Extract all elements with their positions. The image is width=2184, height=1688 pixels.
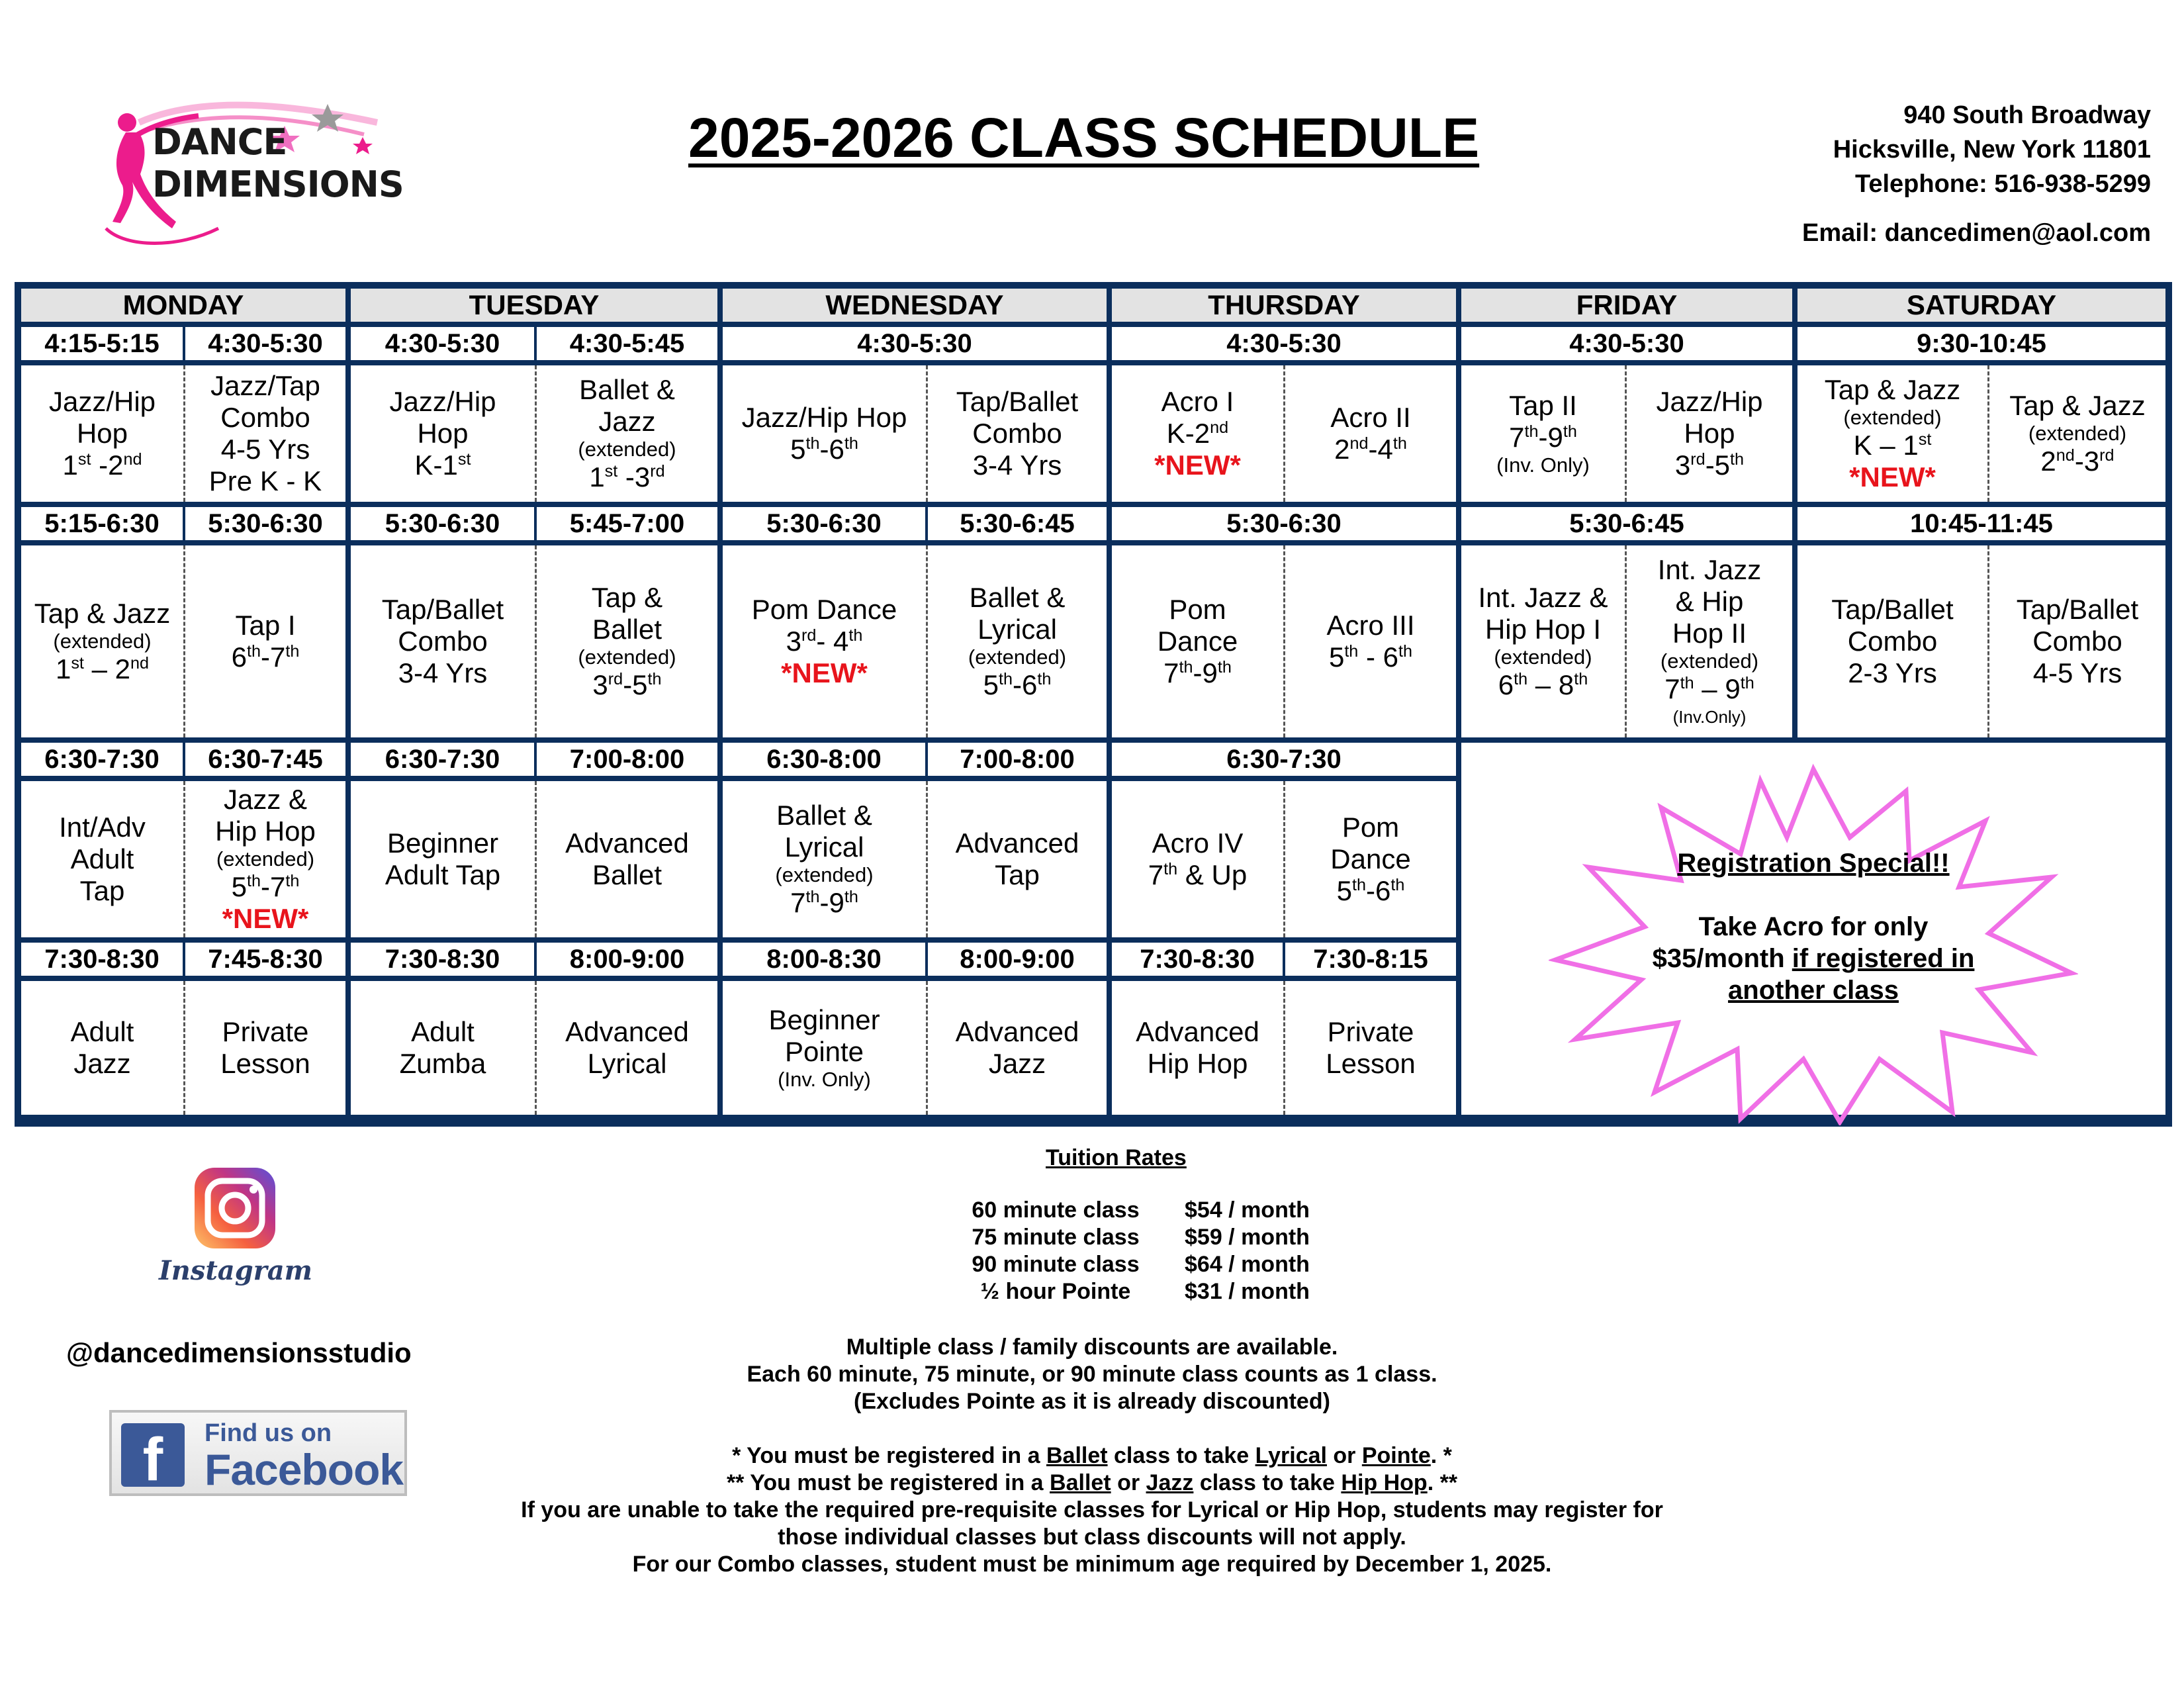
class-cell: Int/Adv Adult Tap bbox=[21, 781, 185, 937]
time-slot: 7:00-8:00 bbox=[537, 743, 717, 776]
class-cell: Advanced Hip Hop bbox=[1112, 981, 1285, 1115]
class-cell: Int. Jazz & Hip Hop II (extended) 7th – 9th (Inv.Only) bbox=[1627, 545, 1792, 737]
prereq-note: ** You must be registered in a Ballet or Jazz class to take Hip Hop. ** bbox=[726, 1470, 1458, 1495]
class-cell: Acro II 2nd-4th bbox=[1285, 365, 1456, 502]
class-cell: Ballet & Lyrical (extended) 7th-9th bbox=[723, 781, 928, 937]
time-slot: 5:15-6:30 bbox=[21, 507, 183, 540]
class-cell: Jazz/Hip Hop 3rd-5th bbox=[1627, 365, 1792, 502]
rate-row: 75 minute class $59 / month bbox=[972, 1225, 1310, 1250]
time-slot: 7:45-8:30 bbox=[185, 943, 345, 976]
tuition-title: Tuition Rates bbox=[1046, 1145, 1187, 1170]
class-cell: Tap/Ballet Combo 4-5 Yrs bbox=[1989, 545, 2165, 737]
time-slot: 5:30-6:45 bbox=[1461, 507, 1792, 540]
special-line1: Take Acro for only bbox=[1698, 912, 1929, 941]
tuition-rates bbox=[927, 1197, 1337, 1305]
new-badge: *NEW* bbox=[781, 657, 868, 688]
time-slot: 7:30-8:15 bbox=[1285, 943, 1456, 976]
class-cell: Private Lesson bbox=[185, 981, 345, 1115]
time-slot: 5:30-6:30 bbox=[351, 507, 534, 540]
time-slot: 5:30-6:45 bbox=[928, 507, 1107, 540]
day-header-monday: MONDAY bbox=[21, 289, 345, 322]
day-header-tuesday: TUESDAY bbox=[351, 289, 717, 322]
time-slot: 8:00-8:30 bbox=[723, 943, 925, 976]
class-cell: Int. Jazz & Hip Hop I (extended) 6th – 8th bbox=[1461, 545, 1627, 737]
class-cell: Jazz & Hip Hop (extended) 5th-7th *NEW* bbox=[185, 781, 345, 937]
time-slot: 4:15-5:15 bbox=[21, 327, 183, 360]
time-slot: 6:30-7:30 bbox=[21, 743, 183, 776]
class-cell: Advanced Jazz bbox=[928, 981, 1107, 1115]
contact-street: 940 South Broadway bbox=[1903, 101, 2151, 129]
registration-special bbox=[1549, 761, 2078, 1125]
class-cell: Tap & Ballet (extended) 3rd-5th bbox=[537, 545, 717, 737]
class-cell: Jazz/Hip Hop 5th-6th bbox=[723, 365, 928, 502]
discount-note: Each 60 minute, 75 minute, or 90 minute class counts as 1 class. bbox=[747, 1362, 1437, 1387]
logo-text-dance: DANCE bbox=[152, 121, 287, 163]
time-slot: 7:30-8:30 bbox=[21, 943, 183, 976]
class-cell: Pom Dance 7th-9th bbox=[1112, 545, 1285, 737]
time-slot: 8:00-9:00 bbox=[537, 943, 717, 976]
social-handle[interactable]: @dancedimensionsstudio bbox=[66, 1337, 412, 1368]
day-header-friday: FRIDAY bbox=[1461, 289, 1792, 322]
class-cell: Acro III 5th - 6th bbox=[1285, 545, 1456, 737]
day-header-thursday: THURSDAY bbox=[1112, 289, 1456, 322]
class-cell: Acro I K-2nd *NEW* bbox=[1112, 365, 1285, 502]
class-cell: Acro IV 7th & Up bbox=[1112, 781, 1285, 937]
time-slot: 4:30-5:30 bbox=[1112, 327, 1456, 360]
prereq-note: If you are unable to take the required pre-requisite classes for Lyrical or Hip Hop, students may register for bbox=[521, 1497, 1663, 1523]
class-cell: Tap/Ballet Combo 2-3 Yrs bbox=[1797, 545, 1989, 737]
time-slot: 10:45-11:45 bbox=[1797, 507, 2165, 540]
time-slot: 6:30-8:00 bbox=[723, 743, 925, 776]
time-slot: 9:30-10:45 bbox=[1797, 327, 2165, 360]
rate-row: ½ hour Pointe $31 / month bbox=[980, 1279, 1310, 1304]
time-slot: 7:00-8:00 bbox=[928, 743, 1107, 776]
new-badge: *NEW* bbox=[1154, 449, 1241, 481]
logo-text-dimensions: DIMENSIONS bbox=[152, 164, 404, 205]
time-slot: 4:30-5:30 bbox=[723, 327, 1107, 360]
time-slot: 5:30-6:30 bbox=[185, 507, 345, 540]
class-cell: Tap/Ballet Combo 3-4 Yrs bbox=[351, 545, 537, 737]
time-slot: 4:30-5:30 bbox=[185, 327, 345, 360]
facebook-find-label: Find us on bbox=[205, 1419, 332, 1447]
facebook-badge[interactable] bbox=[109, 1410, 407, 1496]
class-cell: Beginner Pointe (Inv. Only) bbox=[723, 981, 928, 1115]
time-slot: 4:30-5:30 bbox=[1461, 327, 1792, 360]
class-cell: Private Lesson bbox=[1285, 981, 1456, 1115]
contact-email[interactable]: Email: dancedimen@aol.com bbox=[1802, 219, 2151, 247]
class-cell: Tap II 7th-9th (Inv. Only) bbox=[1461, 365, 1627, 502]
time-slot: 7:30-8:30 bbox=[351, 943, 534, 976]
class-cell: Advanced Tap bbox=[928, 781, 1107, 937]
special-line2-underlined: if registered in bbox=[1792, 944, 1975, 973]
rate-row: 60 minute class $54 / month bbox=[972, 1197, 1310, 1223]
time-slot: 5:30-6:30 bbox=[723, 507, 925, 540]
day-header-saturday: SATURDAY bbox=[1797, 289, 2165, 322]
time-slot: 5:30-6:30 bbox=[1112, 507, 1456, 540]
class-cell: Tap I 6th-7th bbox=[185, 545, 345, 737]
time-slot: 6:30-7:30 bbox=[351, 743, 534, 776]
facebook-name: Facebook bbox=[205, 1445, 404, 1494]
prereq-note: those individual classes but class discounts will not apply. bbox=[778, 1524, 1406, 1550]
class-cell: Pom Dance 5th-6th bbox=[1285, 781, 1456, 937]
new-badge: *NEW* bbox=[222, 903, 309, 934]
facebook-icon: f bbox=[121, 1423, 185, 1487]
class-cell: Jazz/Tap Combo 4-5 Yrs Pre K - K bbox=[185, 365, 345, 502]
class-cell: Jazz/Hip Hop 1st -2nd bbox=[21, 365, 185, 502]
class-cell: Tap/Ballet Combo 3-4 Yrs bbox=[928, 365, 1107, 502]
class-cell: Adult Jazz bbox=[21, 981, 185, 1115]
special-line3: another class bbox=[1728, 976, 1899, 1005]
rate-row: 90 minute class $64 / month bbox=[972, 1252, 1310, 1277]
new-badge: *NEW* bbox=[1849, 461, 1936, 492]
contact-city: Hicksville, New York 11801 bbox=[1833, 136, 2151, 164]
time-slot: 4:30-5:30 bbox=[351, 327, 534, 360]
class-cell: Adult Zumba bbox=[351, 981, 537, 1115]
class-cell: Ballet & Lyrical (extended) 5th-6th bbox=[928, 545, 1107, 737]
discount-note: (Excludes Pointe as it is already discounted) bbox=[854, 1389, 1330, 1414]
special-title: Registration Special!! bbox=[1677, 849, 1950, 878]
special-line2: $35/month bbox=[1652, 944, 1792, 973]
time-slot: 8:00-9:00 bbox=[928, 943, 1107, 976]
class-cell: Tap & Jazz (extended) 2nd-3rd bbox=[1989, 365, 2165, 502]
class-cell: Ballet & Jazz (extended) 1st -3rd bbox=[537, 365, 717, 502]
class-cell: Advanced Ballet bbox=[537, 781, 717, 937]
discount-note: Multiple class / family discounts are available. bbox=[846, 1335, 1338, 1360]
time-slot: 4:30-5:45 bbox=[537, 327, 717, 360]
class-cell: Jazz/Hip Hop K-1st bbox=[351, 365, 537, 502]
page-title: 2025-2026 CLASS SCHEDULE bbox=[688, 107, 1480, 169]
day-header-wednesday: WEDNESDAY bbox=[723, 289, 1107, 322]
time-slot: 6:30-7:30 bbox=[1112, 743, 1456, 776]
class-cell: Pom Dance 3rd- 4th *NEW* bbox=[723, 545, 928, 737]
time-slot: 7:30-8:30 bbox=[1112, 943, 1283, 976]
instagram-icon bbox=[192, 1165, 278, 1251]
class-cell: Tap & Jazz (extended) 1st – 2nd bbox=[21, 545, 185, 737]
class-cell: Advanced Lyrical bbox=[537, 981, 717, 1115]
policy-notes bbox=[463, 1334, 1721, 1578]
combo-note: For our Combo classes, student must be minimum age required by December 1, 2025. bbox=[632, 1552, 1552, 1577]
class-cell: Beginner Adult Tap bbox=[351, 781, 537, 937]
contact-block bbox=[1802, 98, 2151, 250]
class-cell: Tap & Jazz (extended) K – 1st *NEW* bbox=[1797, 365, 1989, 502]
contact-phone: Telephone: 516-938-5299 bbox=[1854, 170, 2151, 198]
prereq-note: * You must be registered in a Ballet class to take Lyrical or Pointe. * bbox=[732, 1443, 1452, 1468]
time-slot: 6:30-7:45 bbox=[185, 743, 345, 776]
studio-logo bbox=[99, 96, 404, 248]
instagram-label: Instagram bbox=[159, 1255, 312, 1286]
time-slot: 5:45-7:00 bbox=[537, 507, 717, 540]
